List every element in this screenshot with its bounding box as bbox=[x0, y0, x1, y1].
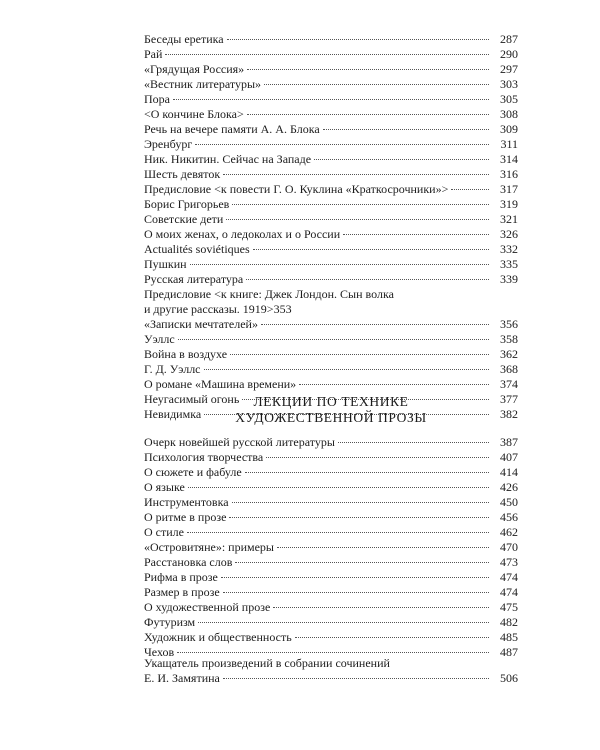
dot-leader bbox=[261, 324, 489, 325]
toc-entry-title: Война в воздухе bbox=[144, 347, 228, 361]
toc-page-number: 316 bbox=[500, 167, 518, 181]
toc-list-lectures bbox=[144, 435, 518, 660]
toc-list-essays bbox=[144, 32, 518, 422]
dot-leader bbox=[226, 219, 489, 220]
toc-entry-title: «Вестник литературы» bbox=[144, 77, 262, 91]
toc-entry-title: Пушкин bbox=[144, 257, 187, 271]
dot-leader bbox=[338, 442, 489, 443]
dot-leader bbox=[451, 189, 489, 190]
dot-leader bbox=[190, 264, 489, 265]
dot-leader bbox=[266, 457, 489, 458]
section-heading-line1: ЛЕКЦИИ ПО ТЕХНИКЕ bbox=[253, 394, 409, 409]
toc-entry-title: Невидимка bbox=[144, 407, 202, 421]
toc-entry bbox=[144, 137, 518, 152]
dot-leader bbox=[247, 69, 489, 70]
toc-entry bbox=[144, 615, 518, 630]
toc-entry-title: Беседы еретика bbox=[144, 32, 224, 46]
dot-leader bbox=[247, 114, 489, 115]
toc-entry-title: Инструментовка bbox=[144, 495, 229, 509]
dot-leader bbox=[230, 354, 489, 355]
toc-page-number: 407 bbox=[500, 450, 518, 464]
toc-entry bbox=[144, 287, 518, 317]
toc-page-number: 506 bbox=[500, 671, 518, 685]
toc-entry-title: Русская литература bbox=[144, 272, 244, 286]
toc-page-number: 387 bbox=[500, 435, 518, 449]
dot-leader bbox=[299, 384, 489, 385]
toc-entry-title: Шесть девяток bbox=[144, 167, 221, 181]
dot-leader bbox=[343, 234, 489, 235]
toc-page-number: 326 bbox=[500, 227, 518, 241]
dot-leader bbox=[232, 204, 489, 205]
toc-page-number: 308 bbox=[500, 107, 518, 121]
dot-leader bbox=[314, 159, 489, 160]
toc-entry-title: <О кончине Блока> bbox=[144, 107, 244, 121]
dot-leader bbox=[178, 339, 489, 340]
dot-leader bbox=[165, 54, 489, 55]
toc-entry-title: Рай bbox=[144, 47, 163, 61]
toc-entry bbox=[144, 450, 518, 465]
toc-entry bbox=[144, 77, 518, 92]
toc-page-number: 303 bbox=[500, 77, 518, 91]
toc-page-number: 335 bbox=[500, 257, 518, 271]
toc-entry bbox=[144, 525, 518, 540]
toc-entry bbox=[144, 347, 518, 362]
toc-entry bbox=[144, 182, 518, 197]
toc-entry bbox=[144, 62, 518, 77]
toc-entry bbox=[144, 480, 518, 495]
toc-page-number: 314 bbox=[500, 152, 518, 166]
toc-page-number: 470 bbox=[500, 540, 518, 554]
dot-leader bbox=[198, 622, 489, 623]
dot-leader bbox=[187, 532, 489, 533]
toc-page-number: 485 bbox=[500, 630, 518, 644]
toc-entry bbox=[144, 585, 518, 600]
toc-entry-title: Эренбург bbox=[144, 137, 193, 151]
toc-page-number: 309 bbox=[500, 122, 518, 136]
toc-page-number: 473 bbox=[500, 555, 518, 569]
toc-entry bbox=[144, 332, 518, 347]
toc-page-number: 450 bbox=[500, 495, 518, 509]
toc-entry-title: О моих женах, о ледоколах и о России bbox=[144, 227, 341, 241]
toc-page-number: 305 bbox=[500, 92, 518, 106]
toc-entry bbox=[144, 570, 518, 585]
section-heading-line2: ХУДОЖЕСТВЕННОЙ ПРОЗЫ bbox=[235, 410, 427, 425]
dot-leader bbox=[273, 607, 489, 608]
toc-entry-title: Г. Д. Уэллс bbox=[144, 362, 201, 376]
dot-leader bbox=[223, 678, 489, 679]
toc-page-number: 426 bbox=[500, 480, 518, 494]
toc-page-number: 475 bbox=[500, 600, 518, 614]
toc-page-number: 482 bbox=[500, 615, 518, 629]
toc-page-number: 311 bbox=[500, 137, 518, 151]
dot-leader bbox=[229, 517, 489, 518]
toc-entry-title: Пора bbox=[144, 92, 170, 106]
dot-leader bbox=[295, 637, 489, 638]
dot-leader bbox=[246, 279, 489, 280]
toc-entry bbox=[144, 435, 518, 450]
toc-page-number: 374 bbox=[500, 377, 518, 391]
toc-entry bbox=[144, 510, 518, 525]
toc-entry-title: О языке bbox=[144, 480, 185, 494]
dot-leader bbox=[223, 174, 489, 175]
toc-entry bbox=[144, 317, 518, 332]
dot-leader bbox=[188, 487, 489, 488]
toc-entry-title: Психология творчества bbox=[144, 450, 264, 464]
toc-entry bbox=[144, 242, 518, 257]
toc-entry bbox=[144, 540, 518, 555]
dot-leader bbox=[223, 592, 489, 593]
toc-page-number: 321 bbox=[500, 212, 518, 226]
toc-entry-title: Борис Григорьев bbox=[144, 197, 230, 211]
toc-entry-title: О художественной прозе bbox=[144, 600, 271, 614]
toc-page-number: 382 bbox=[500, 407, 518, 421]
dot-leader bbox=[245, 472, 489, 473]
toc-page-number: 368 bbox=[500, 362, 518, 376]
toc-entry-title: Футуризм bbox=[144, 615, 196, 629]
dot-leader bbox=[253, 249, 489, 250]
toc-page-number: 414 bbox=[500, 465, 518, 479]
toc-entry bbox=[144, 47, 518, 62]
dot-leader bbox=[177, 652, 489, 653]
toc-page-number: 358 bbox=[500, 332, 518, 346]
toc-page-number: 287 bbox=[500, 32, 518, 46]
toc-entry bbox=[144, 555, 518, 570]
dot-leader bbox=[235, 562, 489, 563]
toc-entry bbox=[144, 152, 518, 167]
dot-leader bbox=[195, 144, 489, 145]
toc-page-number: 456 bbox=[500, 510, 518, 524]
toc-entry-title: Речь на вечере памяти А. А. Блока bbox=[144, 122, 320, 136]
toc-entry bbox=[144, 92, 518, 107]
toc-entry-title: Размер в прозе bbox=[144, 585, 220, 599]
toc-entry-title: О сюжете и фабуле bbox=[144, 465, 242, 479]
dot-leader bbox=[264, 84, 489, 85]
toc-entry-title-line1: Предисловие <к книге: Джек Лондон. Сын волка bbox=[144, 287, 394, 301]
toc-page-number: 462 bbox=[500, 525, 518, 539]
toc-page-number: 297 bbox=[500, 62, 518, 76]
dot-leader bbox=[204, 369, 489, 370]
index-entry bbox=[144, 656, 518, 686]
toc-page-number: 332 bbox=[500, 242, 518, 256]
toc-entry bbox=[144, 257, 518, 272]
toc-entry-title: О романе «Машина времени» bbox=[144, 377, 297, 391]
toc-entry bbox=[144, 377, 518, 392]
toc-entry-title: Художник и общественность bbox=[144, 630, 292, 644]
toc-page-number: 317 bbox=[500, 182, 518, 196]
toc-entry bbox=[144, 465, 518, 480]
toc-entry-title: «Островитяне»: примеры bbox=[144, 540, 274, 554]
toc-entry bbox=[144, 272, 518, 287]
toc-entry-title: Ник. Никитин. Сейчас на Западе bbox=[144, 152, 312, 166]
toc-page-number: 474 bbox=[500, 570, 518, 584]
toc-entry bbox=[144, 107, 518, 122]
dot-leader bbox=[277, 547, 489, 548]
toc-entry bbox=[144, 227, 518, 242]
toc-entry-title: Советские дети bbox=[144, 212, 224, 226]
toc-entry bbox=[144, 197, 518, 212]
toc-page-number: 474 bbox=[500, 585, 518, 599]
toc-entry-title: О стиле bbox=[144, 525, 184, 539]
toc-entry-title: Предисловие <к повести Г. О. Куклина «Краткосрочники»> bbox=[144, 182, 449, 196]
toc-entry-title-line2: и другие рассказы. 1919> bbox=[144, 302, 274, 316]
toc-entry bbox=[144, 212, 518, 227]
toc-entry-title: Неугасимый огонь bbox=[144, 392, 240, 406]
toc-page-number: 290 bbox=[500, 47, 518, 61]
dot-leader bbox=[232, 502, 489, 503]
toc-page-number: 487 bbox=[500, 645, 518, 659]
dot-leader bbox=[323, 129, 489, 130]
dot-leader bbox=[227, 39, 489, 40]
toc-page-number: 353 bbox=[273, 302, 292, 316]
toc-entry-title: «Записки мечтателей» bbox=[144, 317, 258, 331]
toc-entry bbox=[144, 600, 518, 615]
dot-leader bbox=[173, 99, 489, 100]
toc-entry-title: О ритме в прозе bbox=[144, 510, 227, 524]
toc-entry bbox=[144, 630, 518, 645]
toc-entry-title: Actualités soviétiques bbox=[144, 242, 250, 256]
toc-entry bbox=[144, 122, 518, 137]
toc-entry bbox=[144, 362, 518, 377]
toc-page-number: 356 bbox=[500, 317, 518, 331]
index-entry-title-line2: Е. И. Замятина bbox=[144, 671, 220, 685]
toc-entry bbox=[144, 167, 518, 182]
toc-entry-title: Расстановка слов bbox=[144, 555, 233, 569]
index-entry-title-line1: Укащатель произведений в собрании сочинений bbox=[144, 656, 390, 670]
toc-page-number: 362 bbox=[500, 347, 518, 361]
toc-entry bbox=[144, 32, 518, 47]
toc-page-number: 319 bbox=[500, 197, 518, 211]
toc-entry-title: Чехов bbox=[144, 645, 175, 659]
toc-page-number: 339 bbox=[500, 272, 518, 286]
dot-leader bbox=[221, 577, 489, 578]
toc-entry-title: Очерк новейшей русской литературы bbox=[144, 435, 335, 449]
toc-entry-title: Рифма в прозе bbox=[144, 570, 218, 584]
section-heading bbox=[144, 394, 518, 426]
toc-entry-title: «Грядущая Россия» bbox=[144, 62, 245, 76]
toc-page-number: 377 bbox=[500, 392, 518, 406]
toc-entry-title: Уэллс bbox=[144, 332, 175, 346]
toc-entry bbox=[144, 495, 518, 510]
